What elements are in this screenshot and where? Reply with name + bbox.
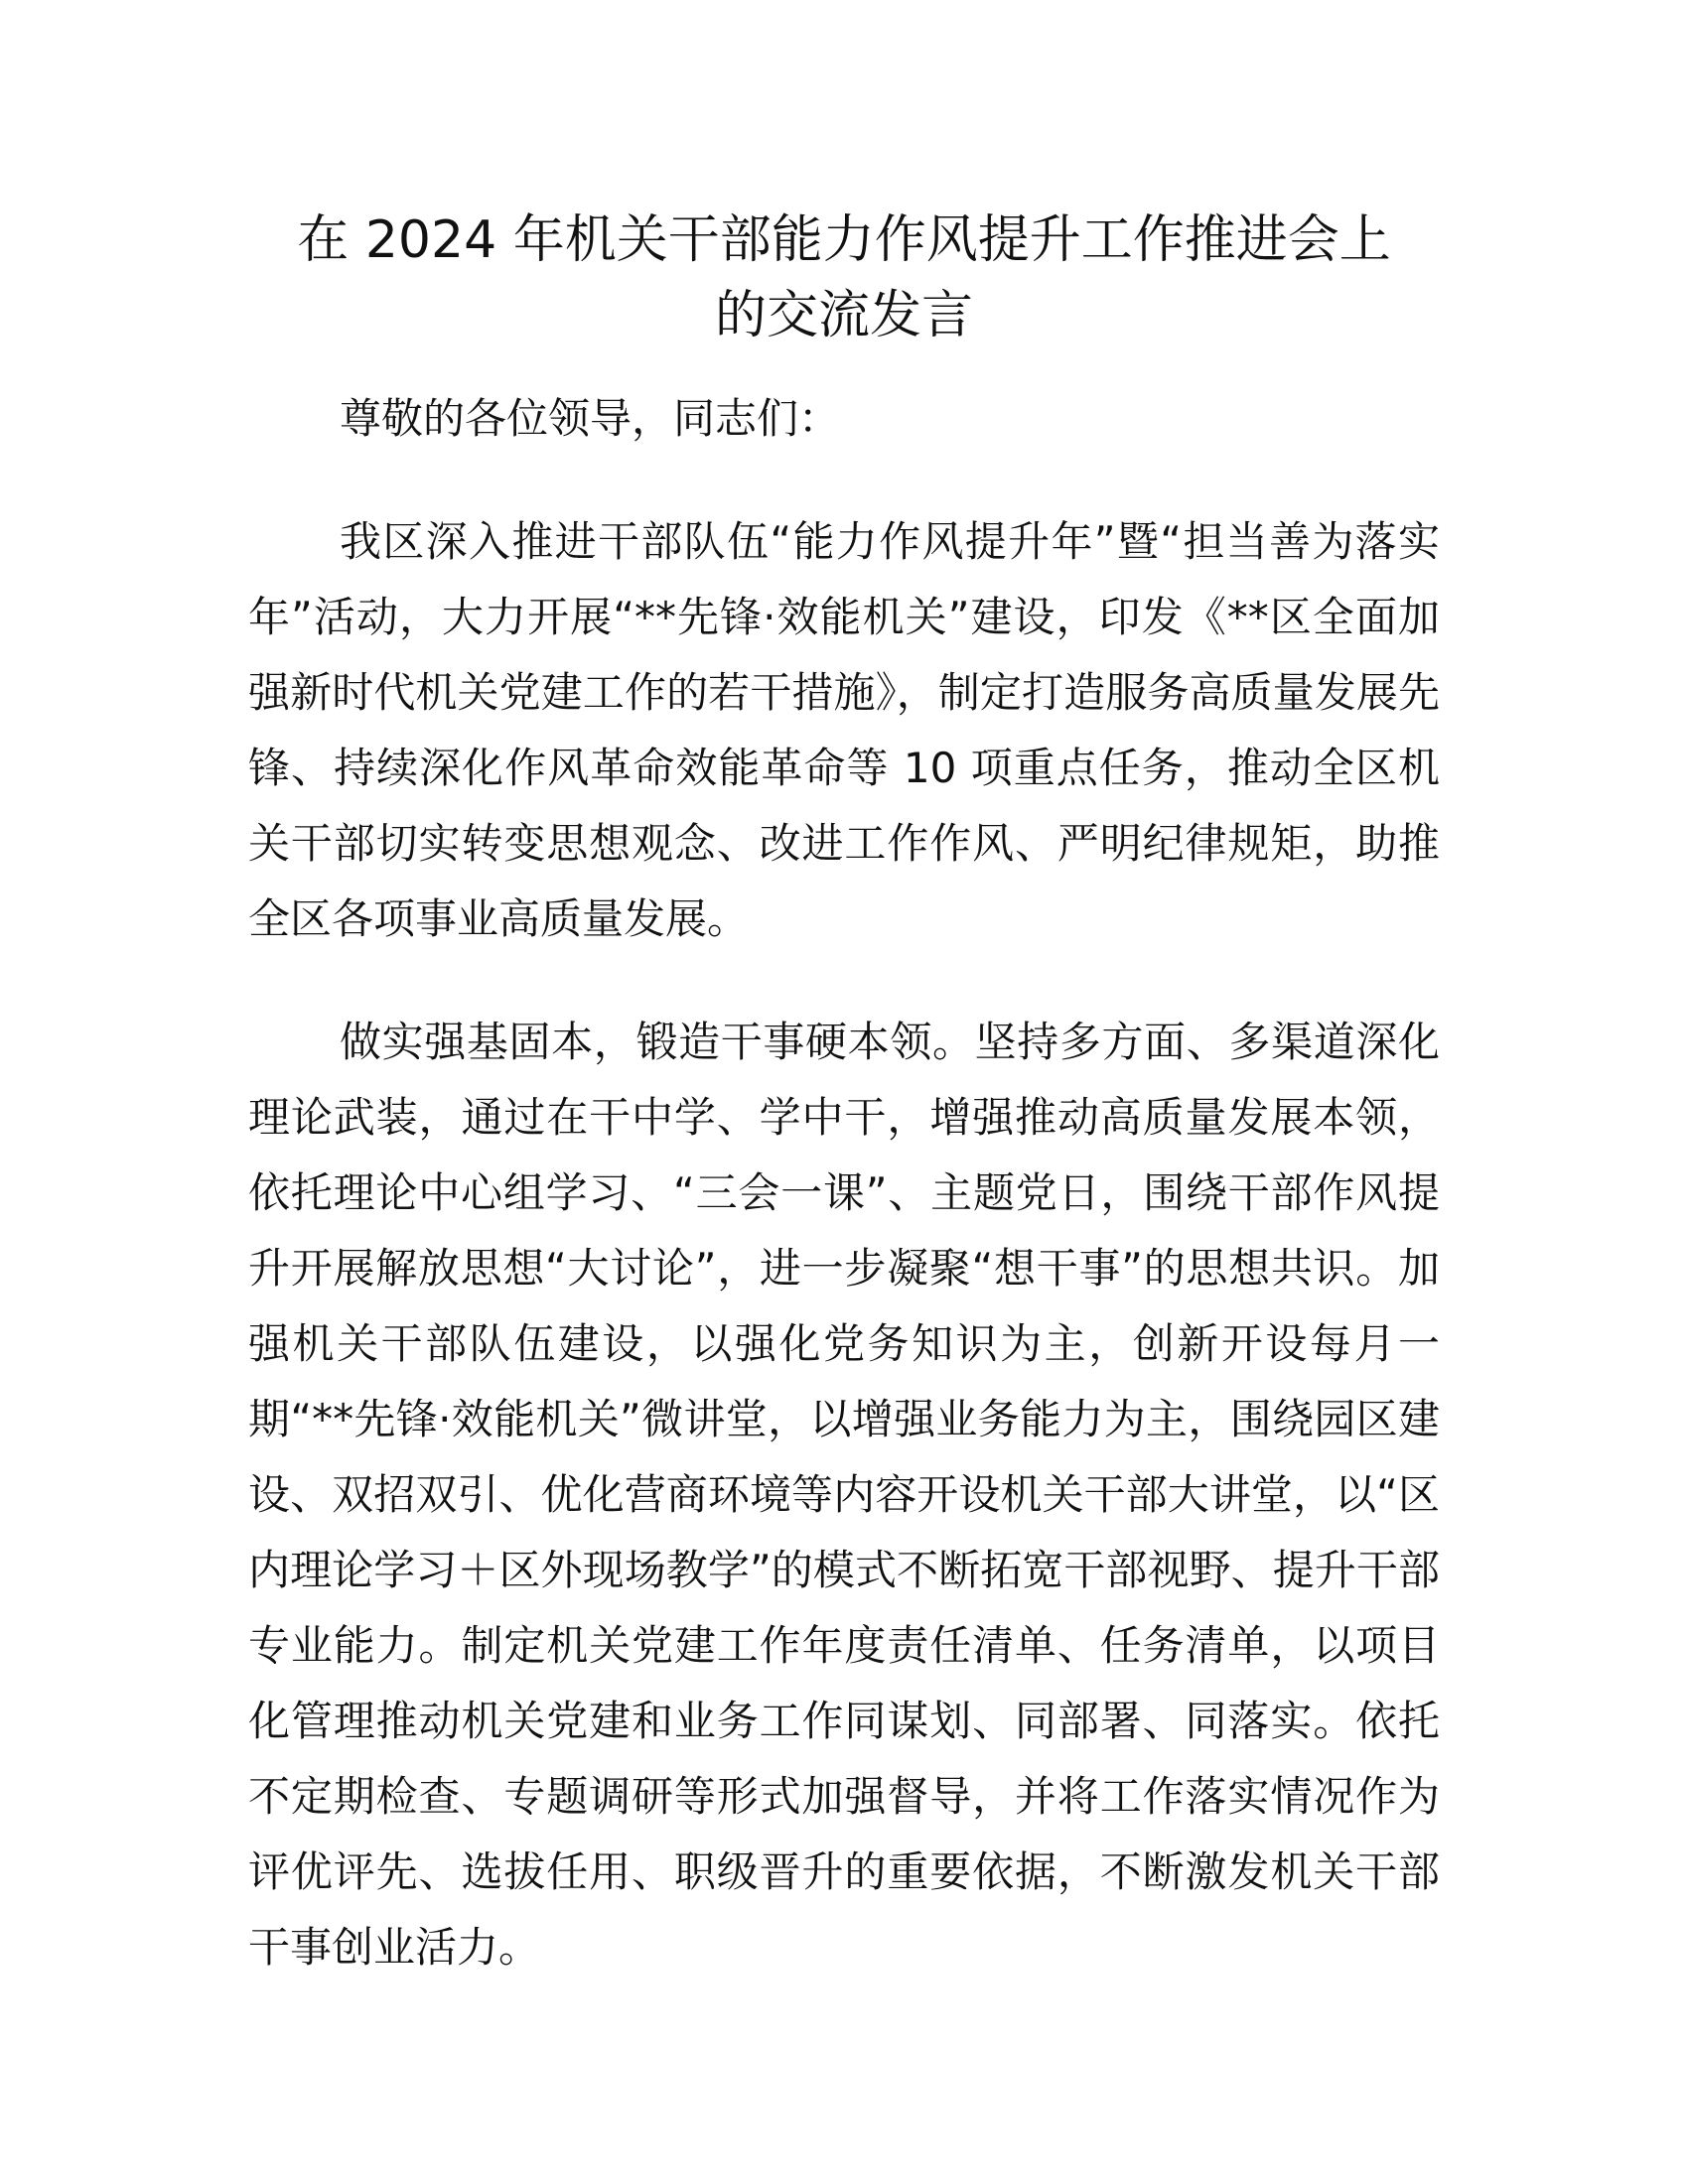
- body-paragraph-2: 做实强基固本，锻造干事硬本领。坚持多方面、多渠道深化理论武装，通过在干中学、学中干，增强推动高质量发展本领，依托理论中心组学习、“三会一课”、主题党日，围绕干部作风提升开展解放思想“大讨论”，进一步凝聚“想干事”的思想共识。加强机关干部队伍建设，以强化党务知识为主，创新开设每月一期“**先锋·效能机关”微讲堂，以增强业务能力为主，围绕园区建设、双招双引、优化营商环境等内容开设机关干部大讲堂，以“区内理论学习＋区外现场教学”的模式不断拓宽干部视野、提升干部专业能力。制定机关党建工作年度责任清单、任务清单，以项目化管理推动机关党建和业务工作同谋划、同部署、同落实。依托不定期检查、专题调研等形式加强督导，并将工作落实情况作为评优评先、选拔任用、职级晋升的重要依据，不断激发机关干部干事创业活力。: [248, 1018, 1440, 1972]
- salutation: 尊敬的各位领导，同志们：: [340, 394, 841, 443]
- body-paragraph-1: 我区深入推进干部队伍“能力作风提升年”暨“担当善为落实年”活动，大力开展“**先锋·效能机关”建设，印发《**区全面加强新时代机关党建工作的若干措施》，制定打造服务高质量发展先锋、持续深化作风革命效能革命等 10 项重点任务，推动全区机关干部切实转变思想观念、改进工作作风、严明纪律规矩，助推全区各项事业高质量发展。: [248, 517, 1440, 943]
- title-line-1: 在 2024 年机关干部能力作风提升工作推进会上: [297, 210, 1391, 270]
- document-title: [248, 203, 1440, 353]
- title-line-2: 的交流发言: [714, 286, 973, 345]
- document-page: [248, 0, 1440, 2184]
